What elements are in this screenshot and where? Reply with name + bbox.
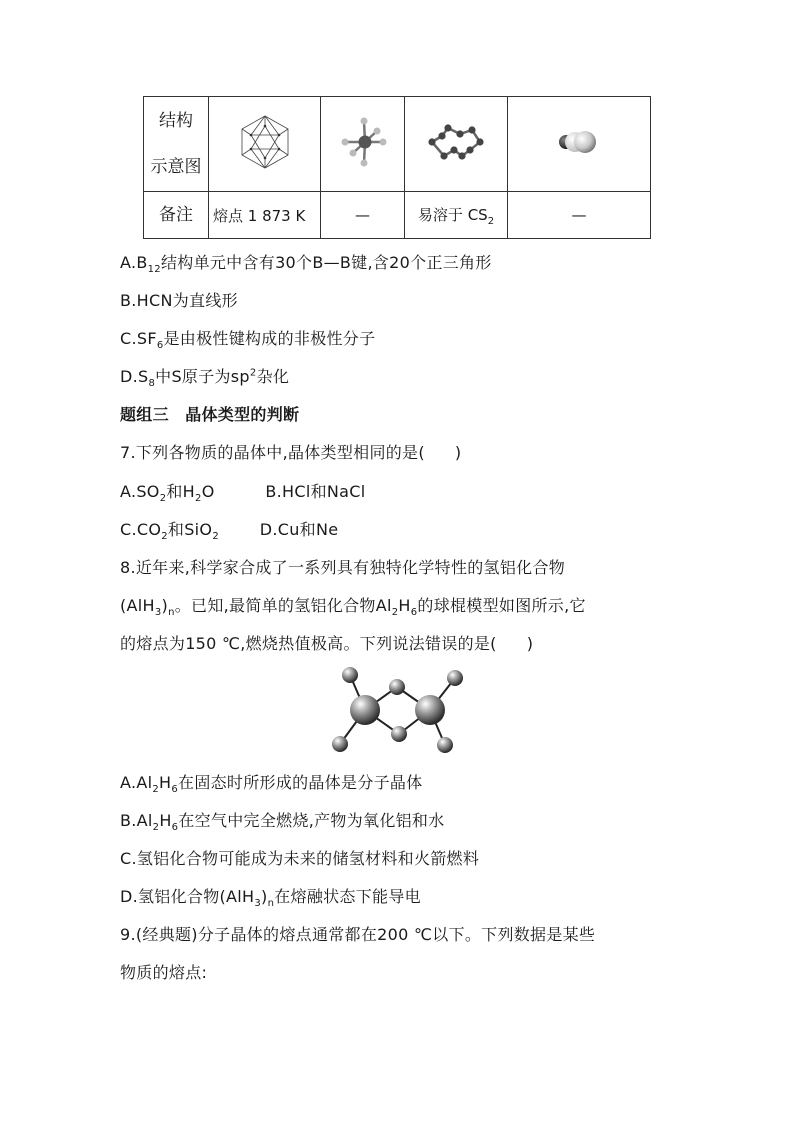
hcn-structure-cell [508, 97, 651, 192]
q8-stem-line3: 的熔点为150 ℃,燃烧热值极高。下列说法错误的是( ) [120, 634, 534, 653]
header-structure-line2: 示意图 [150, 157, 202, 177]
q7-option-a: $A.SO_2$和$H_2O$ [120, 482, 215, 505]
sf6-molecule-icon [333, 112, 393, 172]
s8-note: 易溶于 $CS_2$ [405, 192, 508, 239]
q7-options-ab [120, 479, 365, 504]
sf6-structure-cell [321, 97, 405, 192]
q8-option-b: $B.Al_2H_6$在空气中完全燃烧,产物为氧化铝和水 [120, 811, 445, 834]
hcn-note: — [508, 192, 651, 239]
q8-stem-line1: 8.近年来,科学家合成了一系列具有独特化学特性的氢铝化合物 [120, 558, 566, 577]
q6-option-d: $D.S_8$中S原子为$sp^2$杂化 [120, 367, 290, 390]
q7-options-cd [120, 517, 338, 542]
b12-structure-cell [209, 97, 321, 192]
al2h6-ball-stick-model-icon [325, 660, 475, 760]
header-structure-line1: 结构 [159, 111, 193, 131]
q6-option-a: $A.B_{12}$结构单元中含有30个B—B键,含20个正三角形 [120, 253, 492, 276]
q9-stem-line1: 9.(经典题)分子晶体的熔点通常都在200 ℃以下。下列数据是某些 [120, 925, 596, 944]
s8-ring-molecule-icon [426, 120, 486, 164]
q7-option-c: $C.CO_2$和SiO$_2$ [120, 520, 219, 543]
q6-option-b: B.HCN为直线形 [120, 291, 238, 310]
q7-stem: 7.下列各物质的晶体中,晶体类型相同的是( ) [120, 443, 462, 462]
q7-option-b: B.HCl和NaCl [265, 482, 366, 501]
hcn-space-filling-icon [554, 122, 604, 162]
b12-note: 熔点 1 873 K [209, 192, 321, 239]
q8-option-c: C.氢铝化合物可能成为未来的储氢材料和火箭燃料 [120, 849, 480, 868]
sf6-note: — [321, 192, 405, 239]
row-header-notes: 备注 [144, 192, 209, 239]
q6-option-c: $C.SF_6$是由极性键构成的非极性分子 [120, 329, 376, 352]
q8-option-a: $A.Al_2H_6$在固态时所形成的晶体是分子晶体 [120, 773, 423, 796]
group3-heading: 题组三 晶体类型的判断 [120, 405, 300, 424]
q8-stem-line2: $(AlH_3)_n$。已知,最简单的氢铝化合物$Al_2H_6$的球棍模型如图所示,它 [120, 596, 586, 619]
structure-table [143, 96, 651, 239]
row-header-structure [144, 97, 209, 192]
b12-icosahedron-icon [235, 112, 295, 172]
q8-option-d: D.氢铝化合物$(AlH_3)_n$在熔融状态下能导电 [120, 887, 421, 910]
q9-stem-line2: 物质的熔点: [120, 963, 208, 982]
q7-option-d: D.Cu和Ne [259, 520, 339, 539]
s8-structure-cell [405, 97, 508, 192]
